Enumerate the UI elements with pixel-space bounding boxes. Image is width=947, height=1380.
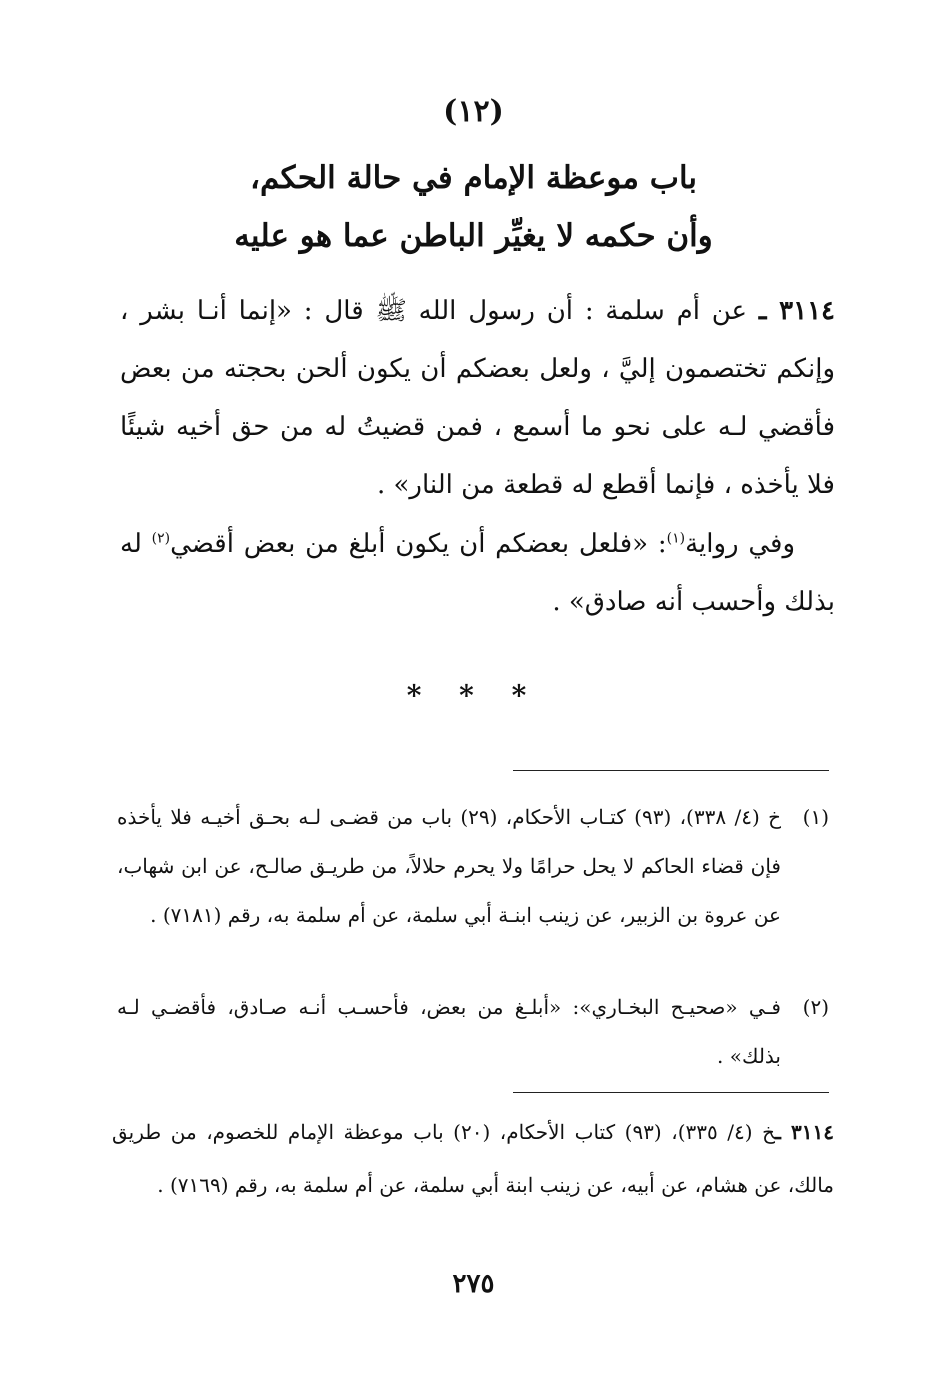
footnote-1 [117,793,829,940]
source-divider [513,1092,829,1093]
hadith-text: عن أم سلمة : أن رسول الله ﷺ قال : «إنما أنـا بشر ، وإنكم تختصمون إليَّ ، ولعل بعضكم أن يكون ألحن بحجته من بعض فأقضي لـه على نحو ما أسمع ، فمن قضيتُ له من حق أخيه شيئًا فلا يأخذه ، فإنما أقطع له قطعة من النار» . [120,296,835,500]
hadith-paragraph [120,282,835,514]
footnote-2 [117,983,829,1081]
footnote-ref-2[interactable]: (٢) [151,530,171,547]
chapter-number: (١٢) [443,94,504,129]
footnote-2-marker: (٢) [802,995,829,1019]
footnote-1-text: خ (٤/ ٣٣٨)، (٩٣) كتـاب الأحكام، (٢٩) باب من قضـى لـه بحـق أخيـه فلا يأخذه فإن قضاء الحاكم لا يحل حرامًا ولا يحرم حلالاً، من طريـق صالـح، عن ابن شهاب، عن عروة بن الزبير، عن زينب ابنـة أبي سلمة، عن أم سلمة به، رقم (٧١٨١) . [117,805,781,927]
variant-text-1: وفي رواية [685,529,795,559]
variant-text-3: له بذلك وأحسب أنه صادق» . [120,529,835,617]
chapter-title-line-1: باب موعظة الإمام في حالة الحكم، [249,160,698,196]
variant-paragraph [120,515,835,631]
footnote-2-text: فـي «صحيـح البخـاري»: «أبلـغ من بعض، فأحسـب أنـه صـادق، فأقضـي لـه بذلك» . [117,995,781,1068]
page-number: ٢٧٥ [452,1269,495,1299]
hadith-number: ٣١١٤ ـ [758,296,835,326]
source-note-number: ٣١١٤ ـ [775,1120,834,1144]
footnote-divider [513,770,829,771]
variant-text-2: : «فلعل بعضكم أن يكون أبلغ من بعض أقضي [170,529,667,559]
source-note [112,1106,834,1212]
section-separator: * * * [406,679,541,712]
footnote-ref-1[interactable]: (١) [666,530,686,547]
source-note-text: خ (٤/ ٣٣٥)، (٩٣) كتاب الأحكام، (٢٠) باب موعظة الإمام للخصوم، من طريق مالك، عن هشام، عن أبيه، عن زينب ابنة أبي سلمة، عن أم سلمة به، رقم (٧١٦٩) . [112,1120,834,1197]
chapter-title-line-2: وأن حكمه لا يغيِّر الباطن عما هو عليه [234,218,713,254]
footnote-1-marker: (١) [802,805,829,829]
